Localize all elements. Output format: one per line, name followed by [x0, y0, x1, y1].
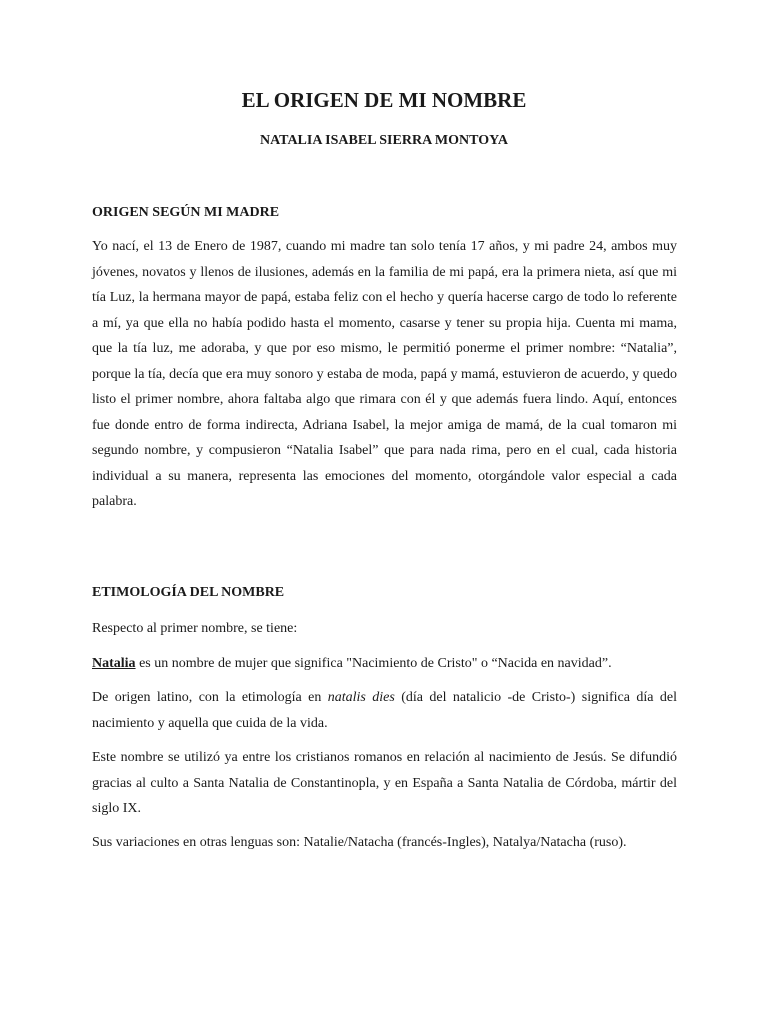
paragraph-variations: Sus variaciones en otras lenguas son: Natalie/Natacha (francés-Ingles), Natalya/Natacha (ruso). — [92, 835, 627, 850]
origin-text-before: De origen latino, con la etimología en — [92, 690, 328, 705]
author-name: NATALIA ISABEL SIERRA MONTOYA — [259, 133, 509, 148]
document-title: EL ORIGEN DE MI NOMBRE — [241, 88, 527, 112]
name-meaning-text: es un nombre de mujer que significa "Nacimiento de Cristo" o “Nacida en navidad”. — [135, 656, 612, 671]
name-term: Natalia — [92, 656, 136, 671]
paragraph-name-meaning — [92, 651, 677, 677]
paragraph-intro: Respecto al primer nombre, se tiene: — [92, 621, 298, 636]
paragraph-history: Este nombre se utilizó ya entre los cristianos romanos en relación al nacimiento de Jesús. Se difundió gracias al culto a Santa Natalia de Constantinopla, y en España a Santa Natalia de Córdoba, mártir del siglo IX. — [92, 750, 677, 816]
section-heading-origin: ORIGEN SEGÚN MI MADRE — [92, 205, 280, 220]
latin-term: natalis dies — [327, 690, 395, 705]
paragraph-origin-story: Yo nací, el 13 de Enero de 1987, cuando mi madre tan solo tenía 17 años, y mi padre 24, ambos muy jóvenes, novatos y llenos de ilusiones, además en la familia de mi papá, era la primera nieta, así que mi tía Luz, la hermana mayor de papá, estaba feliz con el hecho y quería hacerse cargo de todo lo referente a mí, ya que ella no había podido hasta el momento, casarse y tener su propia hija. Cuenta mi mama, que la tía luz, me adoraba, y que por eso mismo, le permitió ponerme el primer nombre: “Natalia”, porque la tía, decía que era muy sonoro y estaba de moda, papá y mamá, estuvieron de acuerdo, y quedo listo el primer nombre, ahora faltaba algo que rimara con él y que además fuera lindo. Aquí, entonces fue donde entro de forma indirecta, Adriana Isabel, la mejor amiga de mamá, de la cual tomaron mi segundo nombre, y compusieron “Natalia Isabel” que para nada rima, pero en el cual, cada historia individual a su manera, representa las emociones del momento, otorgándole valor especial a cada palabra. — [92, 239, 677, 509]
origin-text-after: (día del natalicio -de Cristo-) significa día del nacimiento y aquella que cuida de la vida. — [92, 690, 677, 731]
paragraph-latin-origin — [92, 685, 677, 736]
section-heading-etymology: ETIMOLOGÍA DEL NOMBRE — [92, 585, 285, 600]
